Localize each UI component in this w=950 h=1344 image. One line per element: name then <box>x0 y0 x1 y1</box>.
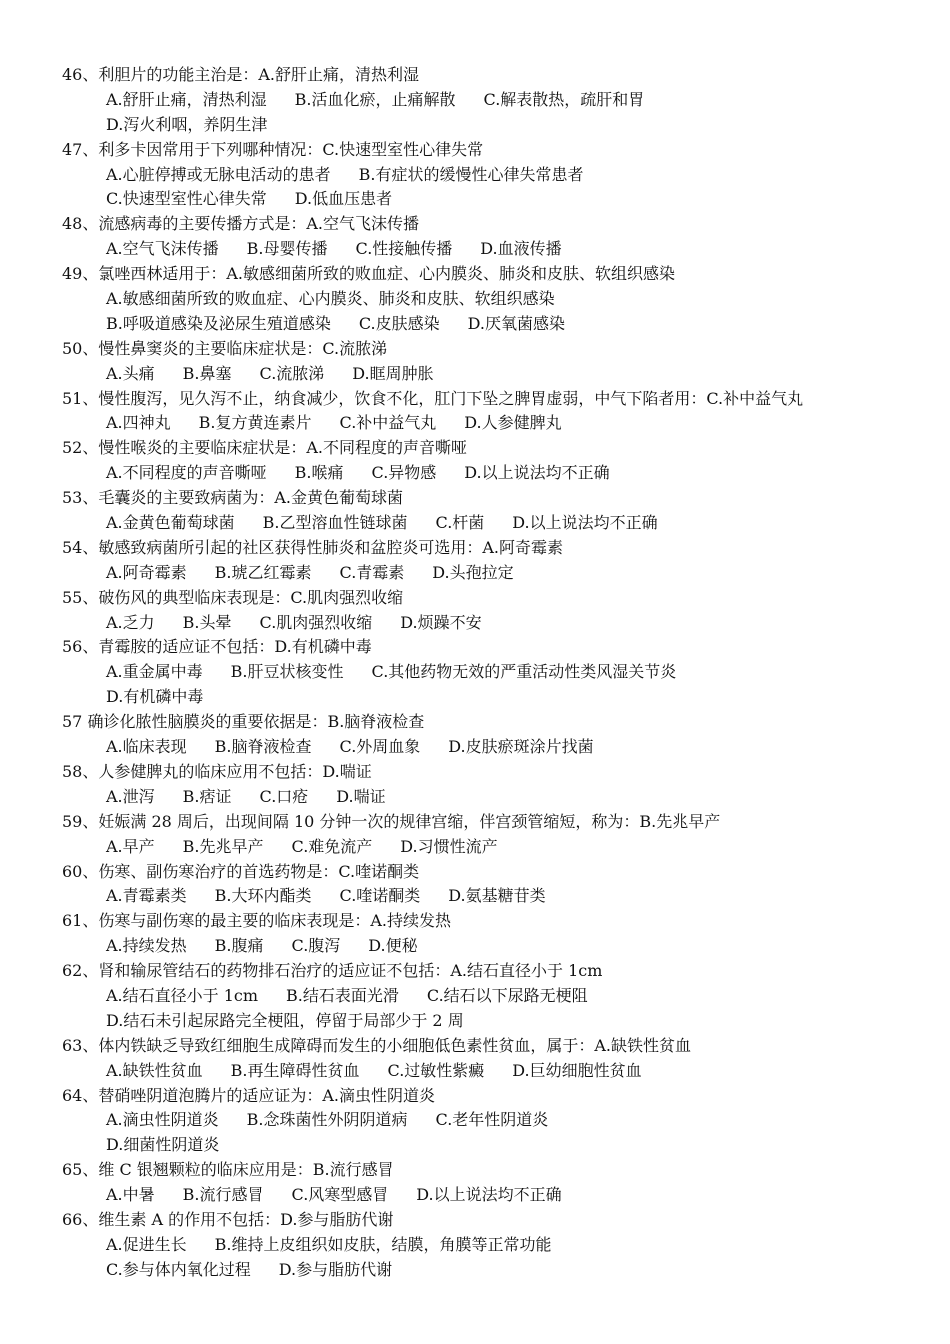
answer-option: D.血液传播 <box>480 239 562 259</box>
question-item <box>62 710 902 760</box>
question-item <box>62 1034 902 1084</box>
question-stem: 59、妊娠满 28 周后，出现间隔 10 分钟一次的规律宫缩，伴宫颈管缩短，称为：B.先兆早产 <box>62 811 721 831</box>
answer-option: A.不同程度的声音嘶哑 <box>106 463 267 483</box>
answer-option: B.先兆早产 <box>182 836 264 856</box>
answer-option: D.便秘 <box>368 936 418 956</box>
answer-option: B.念珠菌性外阴阴道病 <box>246 1110 408 1130</box>
answer-option: C.解表散热，疏肝和胃 <box>483 89 645 109</box>
answer-option: D.习惯性流产 <box>400 836 498 856</box>
question-item <box>62 138 902 213</box>
answer-option: D.以上说法均不正确 <box>464 463 610 483</box>
answer-option: B.乙型溶血性链球菌 <box>262 513 408 533</box>
answer-option: A.心脏停搏或无脉电活动的患者 <box>106 164 331 184</box>
answer-option: C.风寒型感冒 <box>291 1185 389 1205</box>
answer-option: D.眶周肿胀 <box>352 363 434 383</box>
question-item <box>62 909 902 959</box>
question-item <box>62 436 902 486</box>
answer-option: B.脑脊液检查 <box>214 737 312 757</box>
answer-option: D.有机磷中毒 <box>106 687 204 707</box>
question-item <box>62 635 902 710</box>
answer-option: D.烦躁不安 <box>400 612 482 632</box>
question-stem: 54、敏感致病菌所引起的社区获得性肺炎和盆腔炎可选用：A.阿奇霉素 <box>62 537 564 557</box>
question-item <box>62 959 902 1034</box>
answer-option: C.杆菌 <box>435 513 485 533</box>
answer-option: A.临床表现 <box>106 737 187 757</box>
option-row <box>62 163 902 188</box>
option-row <box>62 735 902 760</box>
question-item <box>62 1208 902 1283</box>
question-stem: 63、体内铁缺乏导致红细胞生成障碍而发生的小细胞低色素性贫血，属于：A.缺铁性贫血 <box>62 1035 692 1055</box>
question-stem: 51、慢性腹泻，见久泻不止，纳食减少，饮食不化，肛门下坠之脾胃虚弱，中气下陷者用：C.补中益气丸 <box>62 388 804 408</box>
answer-option: A.重金属中毒 <box>106 662 203 682</box>
option-row <box>62 237 902 262</box>
option-row <box>62 1009 902 1034</box>
question-stem: 53、毛囊炎的主要致病菌为：A.金黄色葡萄球菌 <box>62 488 404 508</box>
answer-option: C.补中益气丸 <box>339 413 437 433</box>
answer-option: B.结石表面光滑 <box>286 985 399 1005</box>
option-row <box>62 835 902 860</box>
answer-option: A.滴虫性阴道炎 <box>106 1110 219 1130</box>
answer-option: A.泄泻 <box>106 786 155 806</box>
question-item <box>62 810 902 860</box>
question-stem: 56、青霉胺的适应证不包括：D.有机磷中毒 <box>62 637 372 657</box>
option-row <box>62 511 902 536</box>
option-row <box>62 884 902 909</box>
answer-option: C.其他药物无效的严重活动性类风湿关节炎 <box>371 662 677 682</box>
question-stem: 49、氯唑西林适用于：A.敏感细菌所致的败血症、心内膜炎、肺炎和皮肤、软组织感染 <box>62 264 676 284</box>
answer-option: A.持续发热 <box>106 936 187 956</box>
option-row <box>62 785 902 810</box>
answer-option: C.肌肉强烈收缩 <box>259 612 373 632</box>
option-row <box>62 113 902 138</box>
answer-option: B.琥乙红霉素 <box>214 562 312 582</box>
answer-option: B.呼吸道感染及泌尿生殖道感染 <box>106 313 331 333</box>
answer-option: C.皮肤感染 <box>358 313 440 333</box>
question-stem: 50、慢性鼻窦炎的主要临床症状是：C.流脓涕 <box>62 338 388 358</box>
question-stem: 60、伤寒、副伤寒治疗的首选药物是：C.喹诺酮类 <box>62 861 420 881</box>
answer-option: A.空气飞沫传播 <box>106 239 219 259</box>
answer-option: D.低血压患者 <box>294 189 393 209</box>
option-row <box>62 611 902 636</box>
answer-option: B.流行感冒 <box>182 1185 264 1205</box>
question-stem: 58、人参健脾丸的临床应用不包括：D.喘证 <box>62 761 372 781</box>
question-stem: 48、流感病毒的主要传播方式是：A.空气飞沫传播 <box>62 214 420 234</box>
option-row <box>62 984 902 1009</box>
answer-option: C.喹诺酮类 <box>339 886 421 906</box>
answer-option: B.有症状的缓慢性心律失常患者 <box>358 164 584 184</box>
answer-option: C.口疮 <box>259 786 309 806</box>
question-stem: 64、替硝唑阴道泡腾片的适应证为：A.滴虫性阴道炎 <box>62 1085 436 1105</box>
answer-option: B.再生障碍性贫血 <box>230 1060 360 1080</box>
answer-option: A.促进生长 <box>106 1234 187 1254</box>
answer-option: C.老年性阴道炎 <box>435 1110 549 1130</box>
answer-option: C.腹泻 <box>291 936 341 956</box>
answer-option: B.头晕 <box>182 612 232 632</box>
answer-option: B.活血化瘀，止痛解散 <box>294 89 456 109</box>
answer-option: D.喘证 <box>336 786 386 806</box>
answer-option: B.鼻塞 <box>182 363 232 383</box>
option-row <box>62 1258 902 1283</box>
option-row <box>62 187 902 212</box>
answer-option: A.中暑 <box>106 1185 155 1205</box>
answer-option: C.性接触传播 <box>355 239 453 259</box>
option-row <box>62 934 902 959</box>
question-item <box>62 387 902 437</box>
question-item <box>62 486 902 536</box>
option-row <box>62 1133 902 1158</box>
question-stem: 62、肾和输尿管结石的药物排石治疗的适应证不包括：A.结石直径小于 1cm <box>62 961 603 981</box>
question-stem: 65、维 C 银翘颗粒的临床应用是：B.流行感冒 <box>62 1160 394 1180</box>
answer-option: D.泻火利咽，养阴生津 <box>106 114 268 134</box>
option-row <box>62 1108 902 1133</box>
option-row <box>62 1059 902 1084</box>
option-row <box>62 461 902 486</box>
option-row <box>62 1183 902 1208</box>
answer-option: C.结石以下尿路无梗阻 <box>426 985 588 1005</box>
answer-option: B.肝豆状核变性 <box>230 662 344 682</box>
answer-option: C.难免流产 <box>291 836 373 856</box>
question-item <box>62 760 902 810</box>
answer-option: C.快速型室性心律失常 <box>106 189 267 209</box>
answer-option: A.金黄色葡萄球菌 <box>106 513 235 533</box>
answer-option: D.头孢拉定 <box>432 562 514 582</box>
answer-option: A.阿奇霉素 <box>106 562 187 582</box>
answer-option: D.参与脂肪代谢 <box>278 1259 393 1279</box>
question-item <box>62 262 902 337</box>
question-stem: 55、破伤风的典型临床表现是：C.肌肉强烈收缩 <box>62 587 404 607</box>
option-row <box>62 660 902 685</box>
option-row <box>62 88 902 113</box>
answer-option: D.厌氧菌感染 <box>467 313 565 333</box>
answer-option: A.缺铁性贫血 <box>106 1060 203 1080</box>
question-stem: 57 确诊化脓性脑膜炎的重要依据是：B.脑脊液检查 <box>62 712 425 732</box>
answer-option: B.喉痛 <box>294 463 344 483</box>
question-stem: 52、慢性喉炎的主要临床症状是：A.不同程度的声音嘶哑 <box>62 438 468 458</box>
answer-option: D.结石未引起尿路完全梗阻，停留于局部少于 2 周 <box>106 1010 464 1030</box>
option-row <box>62 561 902 586</box>
answer-option: C.参与体内氧化过程 <box>106 1259 251 1279</box>
answer-option: D.以上说法均不正确 <box>416 1185 562 1205</box>
question-stem: 46、利胆片的功能主治是：A.舒肝止痛，清热利湿 <box>62 65 420 84</box>
answer-option: A.青霉素类 <box>106 886 187 906</box>
option-row <box>62 287 902 312</box>
question-item <box>62 536 902 586</box>
answer-option: A.早产 <box>106 836 155 856</box>
answer-option: C.流脓涕 <box>259 363 325 383</box>
answer-option: A.头痛 <box>106 363 155 383</box>
question-item <box>62 1158 902 1208</box>
answer-option: C.青霉素 <box>339 562 405 582</box>
question-item <box>62 212 902 262</box>
answer-option: B.痞证 <box>182 786 232 806</box>
answer-option: C.过敏性紫癜 <box>387 1060 485 1080</box>
answer-option: B.母婴传播 <box>246 239 328 259</box>
answer-option: D.以上说法均不正确 <box>512 513 658 533</box>
question-item <box>62 63 902 138</box>
answer-option: C.异物感 <box>371 463 437 483</box>
answer-option: D.人参健脾丸 <box>464 413 562 433</box>
question-stem: 47、利多卡因常用于下列哪种情况：C.快速型室性心律失常 <box>62 139 484 159</box>
question-list <box>62 63 902 1283</box>
answer-option: B.维持上皮组织如皮肤，结膜，角膜等正常功能 <box>214 1234 552 1254</box>
answer-option: A.结石直径小于 1cm <box>106 985 259 1005</box>
answer-option: A.四神丸 <box>106 413 171 433</box>
option-row <box>62 1233 902 1258</box>
answer-option: C.外周血象 <box>339 737 421 757</box>
answer-option: D.皮肤瘀斑涂片找菌 <box>448 737 594 757</box>
answer-option: A.舒肝止痛，清热利湿 <box>106 89 267 109</box>
question-item <box>62 860 902 910</box>
option-row <box>62 362 902 387</box>
question-item <box>62 337 902 387</box>
answer-option: B.复方黄连素片 <box>198 413 312 433</box>
option-row <box>62 312 902 337</box>
question-stem: 66、维生素 A 的作用不包括：D.参与脂肪代谢 <box>62 1209 394 1229</box>
answer-option: D.细菌性阴道炎 <box>106 1135 220 1155</box>
question-stem: 61、伤寒与副伤寒的最主要的临床表现是：A.持续发热 <box>62 911 452 931</box>
question-item <box>62 1084 902 1159</box>
answer-option: D.巨幼细胞性贫血 <box>512 1060 642 1080</box>
answer-option: B.腹痛 <box>214 936 264 956</box>
option-row <box>62 685 902 710</box>
answer-option: A.乏力 <box>106 612 155 632</box>
question-item <box>62 586 902 636</box>
answer-option: A.敏感细菌所致的败血症、心内膜炎、肺炎和皮肤、软组织感染 <box>106 289 555 309</box>
answer-option: B.大环内酯类 <box>214 886 312 906</box>
answer-option: D.氨基糖苷类 <box>448 886 546 906</box>
option-row <box>62 411 902 436</box>
